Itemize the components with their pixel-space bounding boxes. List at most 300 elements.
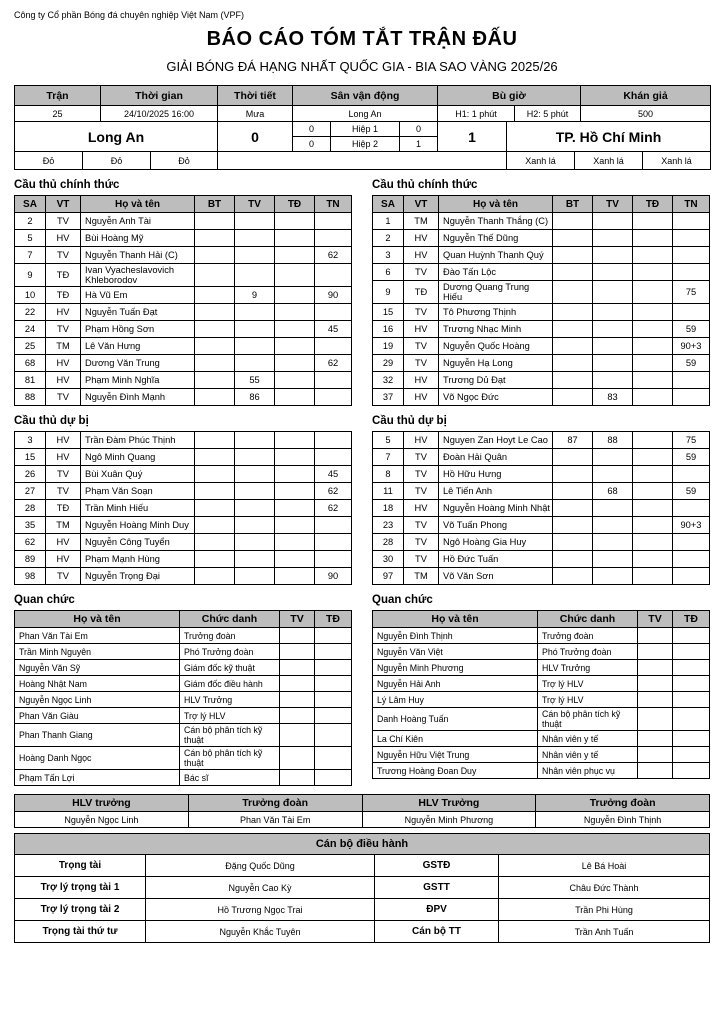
- shirt-number-cell: 25: [15, 338, 46, 355]
- goals-cell: [195, 568, 235, 585]
- substitution-cell: 59: [673, 321, 710, 338]
- player-column-header: BT: [553, 196, 593, 213]
- attendance-header: Khán giả: [581, 86, 711, 106]
- position-cell: TV: [46, 213, 81, 230]
- official-row: [15, 724, 352, 747]
- official-row: [373, 708, 710, 731]
- position-cell: TV: [404, 534, 439, 551]
- official-row: [15, 676, 352, 692]
- red-card-cell: [673, 676, 710, 692]
- official-role-cell: Nhân viên phục vụ: [538, 763, 638, 779]
- substitution-cell: 62: [315, 247, 352, 264]
- official-row: [15, 747, 352, 770]
- official-role-label: Cán bộ TT: [375, 921, 499, 943]
- player-column-header: TN: [673, 196, 710, 213]
- red-card-cell: [633, 389, 673, 406]
- player-name-cell: Võ Ngọc Đức: [439, 389, 553, 406]
- kit-colors-spacer: [218, 152, 507, 170]
- away-subs-table: [372, 431, 710, 585]
- yellow-card-cell: [235, 338, 275, 355]
- position-cell: TV: [46, 389, 81, 406]
- position-cell: TV: [404, 338, 439, 355]
- official-name-cell: Hoàng Nhật Nam: [15, 676, 180, 692]
- substitution-cell: 90: [315, 568, 352, 585]
- player-name-cell: Phạm Văn Soạn: [81, 483, 195, 500]
- official-role-label: Trọng tài thứ tư: [15, 921, 146, 943]
- shirt-number-cell: 88: [15, 389, 46, 406]
- stadium-value: Long An: [293, 106, 438, 122]
- yellow-card-cell: 9: [235, 287, 275, 304]
- goals-cell: [553, 338, 593, 355]
- half2-label: Hiệp 2: [330, 137, 399, 152]
- yellow-card-cell: [638, 747, 673, 763]
- red-card-cell: [275, 517, 315, 534]
- player-name-cell: Nguyễn Hoàng Minh Duy: [81, 517, 195, 534]
- official-name-value: Nguyễn Khắc Tuyên: [146, 921, 375, 943]
- shirt-number-cell: 68: [15, 355, 46, 372]
- substitution-cell: [315, 534, 352, 551]
- substitution-cell: [315, 432, 352, 449]
- match-officials-table: [14, 854, 710, 943]
- position-cell: HV: [404, 230, 439, 247]
- official-role-label: GSTĐ: [375, 855, 499, 877]
- yellow-card-cell: [593, 304, 633, 321]
- official-role-label: GSTT: [375, 877, 499, 899]
- position-cell: HV: [404, 500, 439, 517]
- player-row: [373, 500, 710, 517]
- player-name-cell: Võ Tuấn Phong: [439, 517, 553, 534]
- yellow-card-cell: [235, 551, 275, 568]
- official-name-value: Lê Bá Hoài: [499, 855, 710, 877]
- position-cell: TV: [404, 517, 439, 534]
- shirt-number-cell: 6: [373, 264, 404, 281]
- match-official-row: [15, 877, 710, 899]
- shirt-number-cell: 8: [373, 466, 404, 483]
- player-name-cell: Võ Văn Sơn: [439, 568, 553, 585]
- yellow-card-cell: [593, 568, 633, 585]
- substitution-cell: 59: [673, 355, 710, 372]
- goals-cell: [195, 372, 235, 389]
- yellow-card-cell: [235, 568, 275, 585]
- shirt-number-cell: 10: [15, 287, 46, 304]
- player-column-header: TV: [235, 196, 275, 213]
- shirt-number-cell: 11: [373, 483, 404, 500]
- match-official-row: [15, 899, 710, 921]
- substitution-cell: 45: [315, 321, 352, 338]
- shirt-number-cell: 2: [15, 213, 46, 230]
- officials-column-header: Chức danh: [180, 611, 280, 628]
- away-kit-color-1: Xanh lá: [507, 152, 575, 170]
- red-card-cell: [673, 708, 710, 731]
- yellow-card-cell: [235, 213, 275, 230]
- match-official-row: [15, 855, 710, 877]
- home-kit-color-3: Đỏ: [151, 152, 218, 170]
- position-cell: TV: [46, 483, 81, 500]
- player-table-header-row: [373, 196, 710, 213]
- position-cell: HV: [46, 534, 81, 551]
- yellow-card-cell: [280, 692, 315, 708]
- substitution-cell: [673, 230, 710, 247]
- yellow-card-cell: [235, 449, 275, 466]
- red-card-cell: [275, 500, 315, 517]
- red-card-cell: [673, 692, 710, 708]
- substitution-cell: [673, 466, 710, 483]
- yellow-card-cell: [593, 466, 633, 483]
- position-cell: HV: [46, 355, 81, 372]
- officials-header-row: [373, 611, 710, 628]
- red-card-cell: [673, 763, 710, 779]
- official-role-label: Trợ lý trọng tài 1: [15, 877, 146, 899]
- score-row: [15, 122, 711, 152]
- home-officials-section: [14, 585, 352, 786]
- player-name-cell: Dương Văn Trung: [81, 355, 195, 372]
- shirt-number-cell: 24: [15, 321, 46, 338]
- official-row: [373, 644, 710, 660]
- position-cell: HV: [46, 372, 81, 389]
- substitution-cell: [315, 213, 352, 230]
- yellow-card-cell: [235, 432, 275, 449]
- player-name-cell: Ngô Hoàng Gia Huy: [439, 534, 553, 551]
- red-card-cell: [275, 389, 315, 406]
- yellow-card-cell: [235, 517, 275, 534]
- position-cell: TM: [46, 338, 81, 355]
- shirt-number-cell: 27: [15, 483, 46, 500]
- goals-cell: [195, 483, 235, 500]
- half1-label: Hiệp 1: [330, 122, 399, 137]
- player-name-cell: Trần Minh Hiếu: [81, 500, 195, 517]
- position-cell: HV: [404, 372, 439, 389]
- position-cell: TĐ: [46, 500, 81, 517]
- time-header: Thời gian: [101, 86, 218, 106]
- red-card-cell: [633, 466, 673, 483]
- shirt-number-cell: 9: [15, 264, 46, 287]
- goals-cell: [553, 389, 593, 406]
- shirt-number-cell: 35: [15, 517, 46, 534]
- shirt-number-cell: 22: [15, 304, 46, 321]
- red-card-cell: [275, 483, 315, 500]
- home-starters-title: Cầu thủ chính thức: [14, 179, 120, 191]
- substitution-cell: [673, 551, 710, 568]
- player-row: [15, 304, 352, 321]
- kit-colors-table: [14, 151, 711, 170]
- position-cell: TV: [404, 483, 439, 500]
- home-team-name: Long An: [15, 122, 218, 152]
- player-row: [373, 466, 710, 483]
- half2-row: [293, 137, 437, 152]
- player-name-cell: Nguyễn Anh Tài: [81, 213, 195, 230]
- player-name-cell: Phạm Hồng Sơn: [81, 321, 195, 338]
- red-card-cell: [633, 500, 673, 517]
- home-kit-color-1: Đỏ: [15, 152, 83, 170]
- official-name-value: Trần Phi Hùng: [499, 899, 710, 921]
- signature-name-cell: Nguyễn Đình Thịnh: [536, 812, 710, 828]
- red-card-cell: [275, 551, 315, 568]
- half1-row: [293, 122, 437, 137]
- red-card-cell: [633, 483, 673, 500]
- shirt-number-cell: 81: [15, 372, 46, 389]
- score-table: [14, 121, 711, 152]
- player-name-cell: Bùi Xuân Quý: [81, 466, 195, 483]
- official-row: [15, 770, 352, 786]
- substitution-cell: [673, 568, 710, 585]
- player-row: [373, 449, 710, 466]
- player-row: [373, 372, 710, 389]
- official-row: [15, 644, 352, 660]
- official-name-cell: Nguyễn Đình Thịnh: [373, 628, 538, 644]
- substitution-cell: [673, 247, 710, 264]
- shirt-number-cell: 3: [15, 432, 46, 449]
- home-starters-section: [14, 170, 352, 406]
- round-header: Trận: [15, 86, 101, 106]
- goals-cell: [195, 321, 235, 338]
- goals-cell: [195, 517, 235, 534]
- player-name-cell: Đoàn Hải Quân: [439, 449, 553, 466]
- yellow-card-cell: [235, 264, 275, 287]
- shirt-number-cell: 23: [373, 517, 404, 534]
- away-officials-title: Quan chức: [372, 594, 433, 606]
- red-card-cell: [315, 628, 352, 644]
- player-row: [373, 304, 710, 321]
- red-card-cell: [275, 466, 315, 483]
- substitution-cell: 62: [315, 483, 352, 500]
- official-role-cell: Bác sĩ: [180, 770, 280, 786]
- away-subs-section: [372, 406, 710, 585]
- position-cell: TV: [404, 466, 439, 483]
- yellow-card-cell: [593, 534, 633, 551]
- red-card-cell: [275, 247, 315, 264]
- goals-cell: [553, 321, 593, 338]
- official-role-cell: Giám đốc kỹ thuật: [180, 660, 280, 676]
- shirt-number-cell: 97: [373, 568, 404, 585]
- yellow-card-cell: [235, 321, 275, 338]
- shirt-number-cell: 32: [373, 372, 404, 389]
- goals-cell: [553, 281, 593, 304]
- goals-cell: [195, 264, 235, 287]
- home-subs-section: [14, 406, 352, 585]
- kit-colors-row: [15, 152, 711, 170]
- official-role-cell: Cán bộ phân tích kỹ thuật: [180, 747, 280, 770]
- shirt-number-cell: 28: [373, 534, 404, 551]
- yellow-card-cell: [593, 372, 633, 389]
- goals-cell: [195, 500, 235, 517]
- shirt-number-cell: 37: [373, 389, 404, 406]
- red-card-cell: [275, 355, 315, 372]
- substitution-cell: [315, 551, 352, 568]
- yellow-card-cell: [235, 355, 275, 372]
- player-row: [373, 568, 710, 585]
- substitution-cell: 59: [673, 483, 710, 500]
- shirt-number-cell: 30: [373, 551, 404, 568]
- official-row: [373, 660, 710, 676]
- half1-away-score: 0: [400, 122, 437, 137]
- official-row: [373, 628, 710, 644]
- yellow-card-cell: [593, 355, 633, 372]
- red-card-cell: [633, 432, 673, 449]
- yellow-card-cell: 86: [235, 389, 275, 406]
- player-name-cell: Nguyễn Thanh Thắng (C): [439, 213, 553, 230]
- match-info-table: [14, 85, 711, 122]
- official-name-cell: Nguyễn Văn Sỹ: [15, 660, 180, 676]
- player-row: [15, 355, 352, 372]
- official-name-value: Châu Đức Thành: [499, 877, 710, 899]
- position-cell: HV: [404, 321, 439, 338]
- player-row: [373, 355, 710, 372]
- player-row: [15, 230, 352, 247]
- match-officials-title: Cán bộ điều hành: [14, 833, 710, 855]
- official-name-cell: La Chí Kiên: [373, 731, 538, 747]
- position-cell: HV: [404, 432, 439, 449]
- position-cell: TV: [404, 551, 439, 568]
- substitution-cell: [315, 304, 352, 321]
- player-row: [15, 449, 352, 466]
- official-row: [15, 628, 352, 644]
- position-cell: TM: [404, 568, 439, 585]
- yellow-card-cell: [593, 264, 633, 281]
- official-name-cell: Nguyễn Minh Phương: [373, 660, 538, 676]
- signature-role-header: HLV Trưởng: [362, 795, 536, 812]
- position-cell: TV: [404, 304, 439, 321]
- player-row: [373, 264, 710, 281]
- weather-header: Thời tiết: [218, 86, 293, 106]
- substitution-cell: [315, 264, 352, 287]
- goals-cell: [195, 389, 235, 406]
- player-name-cell: Hà Vũ Em: [81, 287, 195, 304]
- shirt-number-cell: 5: [15, 230, 46, 247]
- substitution-cell: 90+3: [673, 338, 710, 355]
- substitution-cell: [315, 389, 352, 406]
- player-row: [15, 534, 352, 551]
- shirt-number-cell: 28: [15, 500, 46, 517]
- red-card-cell: [275, 213, 315, 230]
- red-card-cell: [633, 338, 673, 355]
- away-starters-table: [372, 195, 710, 406]
- yellow-card-cell: [280, 660, 315, 676]
- substitution-cell: 75: [673, 432, 710, 449]
- yellow-card-cell: [638, 763, 673, 779]
- red-card-cell: [633, 355, 673, 372]
- officials-column-header: TĐ: [673, 611, 710, 628]
- goals-cell: [553, 304, 593, 321]
- position-cell: TV: [404, 264, 439, 281]
- player-row: [373, 281, 710, 304]
- away-starters-title: Cầu thủ chính thức: [372, 179, 478, 191]
- yellow-card-cell: [235, 534, 275, 551]
- player-row: [15, 517, 352, 534]
- away-officials-table: [372, 610, 710, 779]
- position-cell: TV: [46, 321, 81, 338]
- goals-cell: [553, 568, 593, 585]
- yellow-card-cell: [235, 500, 275, 517]
- goals-cell: [553, 483, 593, 500]
- official-name-cell: Trương Hoàng Đoan Duy: [373, 763, 538, 779]
- position-cell: HV: [404, 389, 439, 406]
- position-cell: HV: [46, 551, 81, 568]
- player-name-cell: Nguyen Zan Hoyt Le Cao: [439, 432, 553, 449]
- shirt-number-cell: 29: [373, 355, 404, 372]
- yellow-card-cell: 88: [593, 432, 633, 449]
- stadium-header: Sân vận động: [293, 86, 438, 106]
- goals-cell: [553, 500, 593, 517]
- official-role-cell: Trợ lý HLV: [538, 676, 638, 692]
- tournament-name: GIẢI BÓNG ĐÁ HẠNG NHẤT QUỐC GIA - BIA SAO VÀNG 2025/26: [166, 59, 558, 74]
- yellow-card-cell: [593, 449, 633, 466]
- match-info-header-row: [15, 86, 711, 106]
- player-row: [15, 372, 352, 389]
- home-subs-title: Cầu thủ dự bị: [14, 415, 89, 427]
- red-card-cell: [633, 230, 673, 247]
- player-name-cell: Nguyễn Thế Dũng: [439, 230, 553, 247]
- goals-cell: [553, 517, 593, 534]
- yellow-card-cell: [280, 747, 315, 770]
- away-kit-color-2: Xanh lá: [575, 152, 643, 170]
- away-kit-color-3: Xanh lá: [643, 152, 711, 170]
- official-name-cell: Nguyễn Hữu Việt Trung: [373, 747, 538, 763]
- yellow-card-cell: [280, 676, 315, 692]
- officials-column-header: Họ và tên: [373, 611, 538, 628]
- yellow-card-cell: [638, 676, 673, 692]
- official-role-cell: Nhân viên y tế: [538, 731, 638, 747]
- player-column-header: VT: [46, 196, 81, 213]
- yellow-card-cell: [235, 466, 275, 483]
- position-cell: TV: [46, 247, 81, 264]
- substitution-cell: 45: [315, 466, 352, 483]
- goals-cell: [195, 338, 235, 355]
- player-row: [373, 517, 710, 534]
- official-name-cell: Nguyễn Văn Việt: [373, 644, 538, 660]
- substitution-cell: [673, 213, 710, 230]
- player-name-cell: Phạm Minh Nghĩa: [81, 372, 195, 389]
- red-card-cell: [275, 321, 315, 338]
- red-card-cell: [633, 372, 673, 389]
- goals-cell: 87: [553, 432, 593, 449]
- player-row: [373, 389, 710, 406]
- official-row: [373, 731, 710, 747]
- yellow-card-cell: [593, 500, 633, 517]
- yellow-card-cell: [280, 644, 315, 660]
- signature-role-header: HLV trưởng: [15, 795, 189, 812]
- report-title: BÁO CÁO TÓM TẮT TRẬN ĐẤU: [206, 28, 518, 50]
- player-row: [15, 432, 352, 449]
- yellow-card-cell: [593, 551, 633, 568]
- goals-cell: [553, 355, 593, 372]
- added-time-h1-value: H1: 1 phút: [438, 106, 515, 122]
- player-name-cell: Lê Văn Hưng: [81, 338, 195, 355]
- home-officials-table: [14, 610, 352, 786]
- player-row: [15, 247, 352, 264]
- player-name-cell: Hồ Hữu Hưng: [439, 466, 553, 483]
- red-card-cell: [275, 432, 315, 449]
- yellow-card-cell: [593, 321, 633, 338]
- red-card-cell: [633, 281, 673, 304]
- substitution-cell: [673, 389, 710, 406]
- red-card-cell: [315, 770, 352, 786]
- yellow-card-cell: [280, 708, 315, 724]
- signature-name-cell: Phan Văn Tài Em: [188, 812, 362, 828]
- player-name-cell: Hồ Đức Tuấn: [439, 551, 553, 568]
- yellow-card-cell: [638, 692, 673, 708]
- red-card-cell: [275, 230, 315, 247]
- official-role-cell: Cán bộ phân tích kỹ thuật: [538, 708, 638, 731]
- yellow-card-cell: [593, 213, 633, 230]
- official-row: [15, 660, 352, 676]
- goals-cell: [195, 247, 235, 264]
- position-cell: HV: [46, 230, 81, 247]
- substitution-cell: [673, 500, 710, 517]
- signatures-table: [14, 794, 710, 828]
- red-card-cell: [275, 568, 315, 585]
- official-row: [373, 692, 710, 708]
- official-name-value: Trần Anh Tuấn: [499, 921, 710, 943]
